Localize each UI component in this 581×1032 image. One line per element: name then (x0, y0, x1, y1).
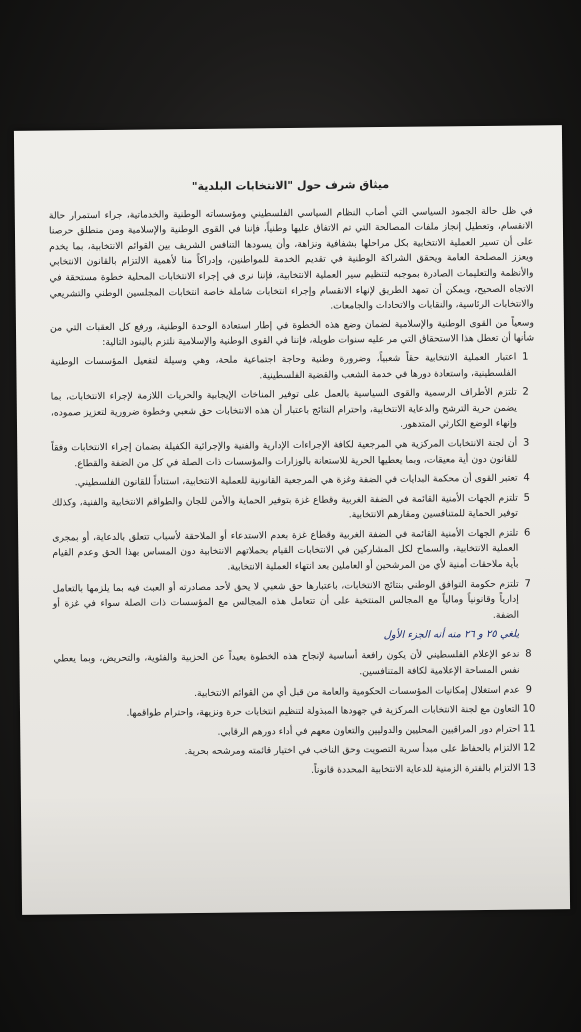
clause-number: 13 (523, 762, 537, 774)
clause-text: تعتبر القوى أن محكمة البدايات في الضفة وغزة هي المرجعية القانونية للعملية الانتخابية، استناداً للقانون الفلسطيني. (74, 472, 518, 489)
clause-number: 5 (523, 492, 531, 504)
clause-item (54, 702, 538, 723)
clause-item (54, 721, 538, 742)
clause-number: 10 (522, 703, 536, 715)
clause-text: تلتزم حكومة التوافق الوطني بنتائج الانتخابات، باعتبارها حق شعبي لا يحق لأحد مصادرته أو العبث فيه بما يلزمها بالتعامل إدارياً وقانونياً ومالياً مع المجالس المنتخبة على أن تتعامل هذه المجالس مع المؤسسات ذات الصلة سواء في غزة أو الضفة. (52, 578, 520, 621)
clause-item (51, 385, 535, 437)
clause-text: احترام دور المراقبين المحليين والدوليين والتعاون معهم في أداء دورهم الرقابي. (217, 723, 521, 738)
clause-number: 6 (523, 527, 531, 539)
clause-text: تلتزم الجهات الأمنية القائمة في الضفة الغربية وقطاع غزة بعدم الاستدعاء أو الملاحقة لأسباب تتعلق بالدعاية، أو بمجرى العملية الانتخابية، والسماح لكل المشاركين في الانتخابات القيام بحملاتهم الانتخابية دون المساس بهذا الحق وعدم القيام بأية ملاحقات أمنية لأي من المرشحين أو العاملين بعد انتهاء العملية الانتخابية. (52, 527, 519, 573)
clause-text: ندعو الإعلام الفلسطيني لأن يكون رافعة أساسية لإنجاح هذه الخطوة بعيداً عن الحزبية والفئوية، والتحريض، وبما يعطي نفس المساحة الإعلامية لكافة المتنافسين. (53, 649, 520, 678)
clause-number: 11 (522, 723, 536, 735)
document-title: ميثاق شرف حول "الانتخابات البلدية" (191, 177, 390, 194)
clause-text: عدم استغلال إمكانيات المؤسسات الحكومية والعامة من قبل أي من القوائم الانتخابية. (194, 684, 520, 699)
handwritten-note: يلغي ٢٥ و ٢٦ منه أنه الجزء الأول (383, 629, 520, 642)
clause-number: 12 (522, 742, 536, 754)
clause-item (55, 760, 539, 781)
clause-text: الالتزام بالفترة الزمنية للدعاية الانتخابية المحددة قانوناً. (311, 762, 521, 776)
clause-item (52, 525, 536, 577)
intro-paragraph-1: في ظل حالة الجمود السياسي التي أصاب النظام السياسي الفلسطيني ومؤسساته الوطنية والخدماتية، جراء استمرار حالة الانقسام، وتعطيل إنجاز ملفات المصالحة التي تم الاتفاق عليها وطنياً، فإننا في القوى الوطنية والإسلامية ومن منطلق حرصنا على أن تسير العملية الانتخابية بكل مراحلها بشفافية ونزاهة، وأن يسودها التنافس الشريف بين القوائم الانتخابية، بما يخدم ويعزز المصلحة العامة ويحقق الشراكة الوطنية في تقديم الخدمة للمواطنين، وإدراكاً منا لأهمية الالتزام بالقانون الانتخابي والأنظمة والتعليمات الصادرة بموجبه لتنظيم سير العملية الانتخابية، فإننا نرى في إجراء الانتخابات المحلية خطوة مستحقة في الاتجاه الصحيح، ويمكن أن تمهد الطريق لإنهاء الانقسام وإجراء انتخابات شاملة خاصة انتخابات المجلسين الوطني والتشريعي والانتخابات الرئاسية، والنقابات والاتحادات والجامعات. (48, 205, 534, 312)
clause-number: 3 (522, 437, 530, 449)
clause-item (52, 471, 536, 492)
clause-number: 7 (524, 578, 531, 590)
paper-shading (21, 789, 570, 915)
clause-item (54, 682, 538, 703)
clause-number: 9 (525, 684, 533, 696)
clauses-list-continued (53, 647, 538, 781)
clause-number: 1 (522, 351, 529, 363)
clause-text: تلتزم الأطراف الرسمية والقوى السياسية بالعمل على توفير المناخات الإيجابية والحريات اللازمة لإجراء الانتخابات، بما يضمن حرية الترشح والدعاية الانتخابية، واحترام النتائج باعتبار أن هذه الانتخابات حق شعبي وخطوة ضرورية لتعزيز صموده، وإنهاء الوضع الكارثي المتدهور. (50, 386, 518, 431)
clause-item (51, 435, 535, 471)
clause-item (52, 490, 536, 526)
document-page (14, 125, 570, 915)
clause-text: التعاون مع لجنة الانتخابات المركزية في جهودها المبذولة لتنظيم انتخابات حرة ونزيهة، واحترام طواقمها. (126, 703, 521, 719)
clause-item (53, 647, 537, 683)
intro-paragraph-2: وسعياً من القوى الوطنية والإسلامية لضمان وضع هذه الخطوة في إطار استعادة الوحدة الوطنية، ورفع كل العقبات التي من شأنها أن تعطل هذا الاستحقاق التي مر عليه سنوات طويلة، فإننا في القوى الوطنية والإسلامية نلتزم بالبنود التالية: (49, 317, 535, 349)
clause-number: 2 (522, 386, 529, 398)
clause-item (54, 741, 538, 762)
clause-number: 4 (523, 472, 530, 484)
clause-item (50, 349, 534, 385)
clauses-list (50, 349, 537, 628)
clause-text: أن لجنة الانتخابات المركزية هي المرجعية لكافة الإجراءات الإدارية والفنية والإجرائية الكفيلة بضمان إجراء الانتخابات وفقاً للقانون دون أية معيقات، وبما يعطيها الحرية للاستعانة بالوزارات والمؤسسات ذات الصلة في كل من الضفة والقطاع. (51, 437, 518, 469)
clause-item (53, 576, 537, 628)
clause-text: اعتبار العملية الانتخابية حقاً شعبياً، وضرورة وطنية وحاجة اجتماعية ملحة، وهي وسيلة لتفعيل المؤسسات الوطنية الفلسطينية، واستعادة دورها في خدمة الشعب والقضية الفلسطينية. (50, 351, 517, 381)
clause-number: 8 (525, 648, 532, 661)
document-body (14, 125, 569, 781)
clause-text: الالتزام بالحفاظ على مبدأ سرية التصويت وحق الناخب في اختيار قائمته ومرشحه بحرية. (184, 743, 521, 758)
clause-text: تلتزم الجهات الأمنية القائمة في الضفة الغربية وقطاع غزة بتوفير الحماية والأمن للجان والطواقم الانتخابية والفنية، وكذلك توفير الحماية للمتنافسين ومقارهم الانتخابية. (51, 492, 519, 521)
